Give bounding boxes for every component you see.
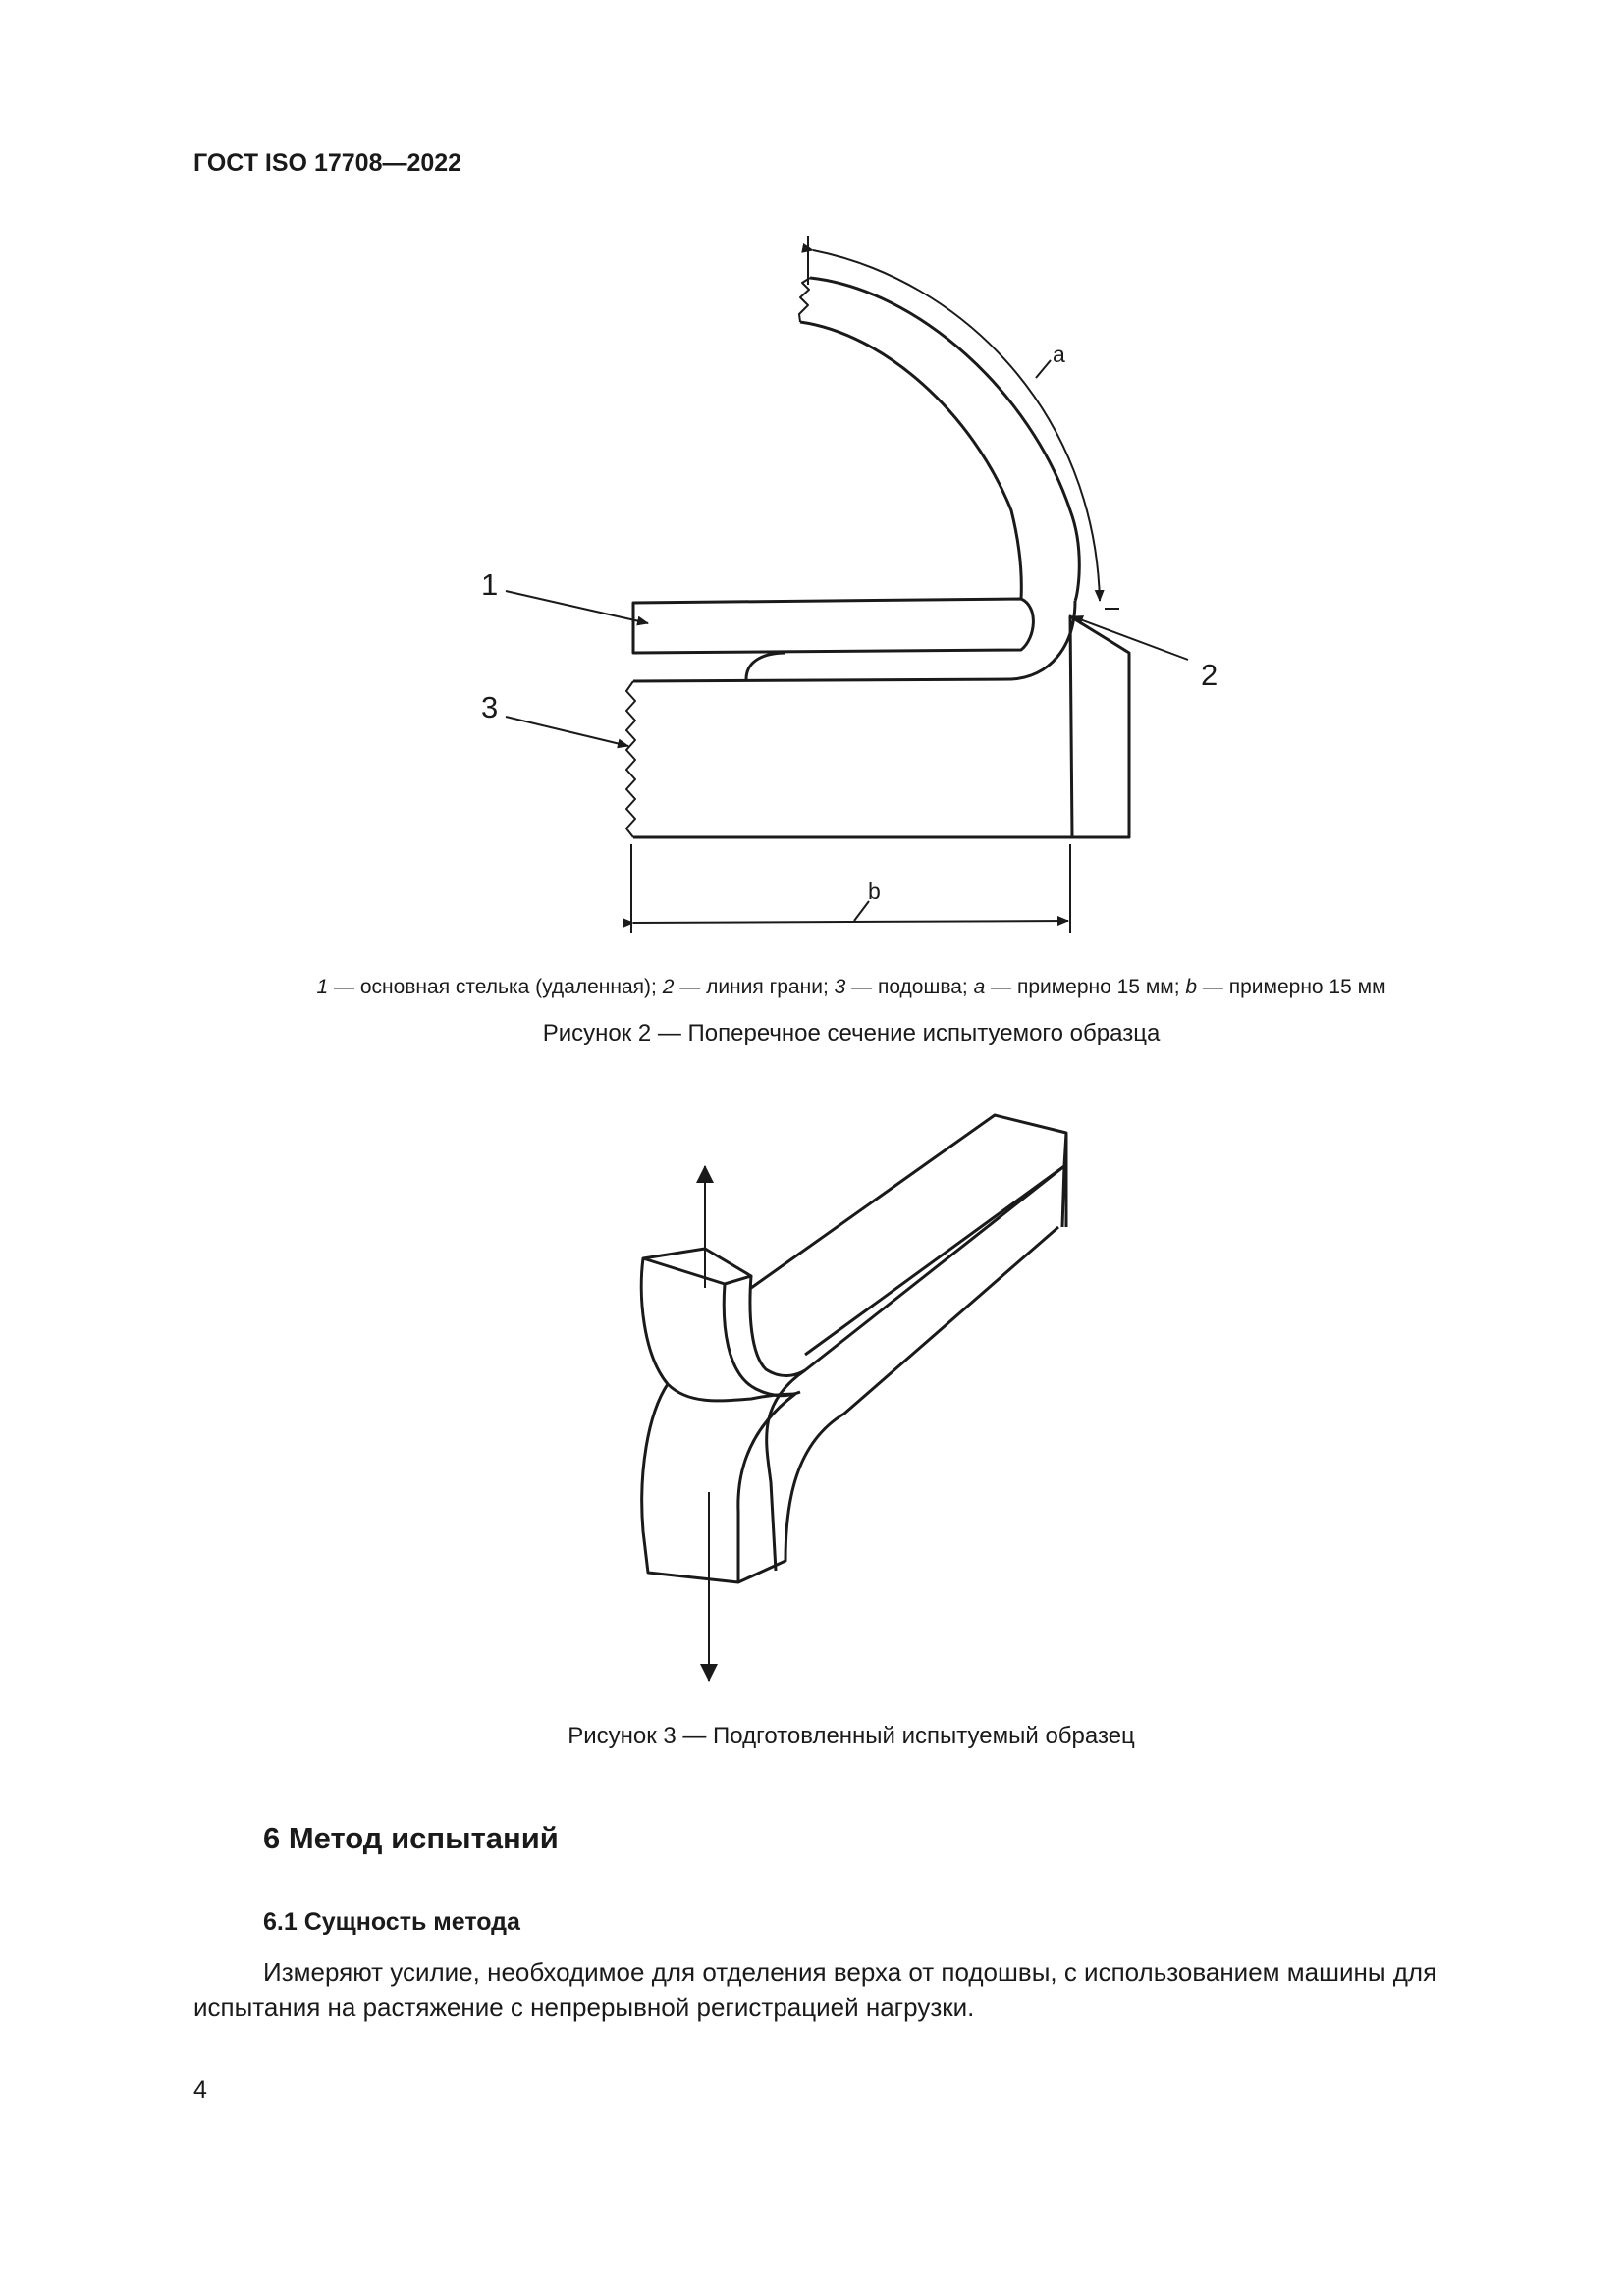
legend-key: 3 xyxy=(834,976,846,998)
legend-text: — линия грани; xyxy=(674,976,835,998)
specimen-upper-strip xyxy=(751,1115,1066,1355)
legend-text: — подошва; xyxy=(845,976,974,998)
section-6-title: 6 Метод испытаний xyxy=(263,1821,559,1855)
callout-2: 2 xyxy=(1201,658,1218,692)
body-paragraph: Измеряют усилие, необходимое для отделения верха от подошвы, с использованием машины для испытания на растяжение с непрерывной регистрацией нагрузки. xyxy=(193,1957,1437,2022)
legend-key: 2 xyxy=(662,976,675,998)
page-number: 4 xyxy=(193,2076,207,2104)
legend-key: b xyxy=(1185,976,1198,998)
legend-key: 1 xyxy=(316,976,329,998)
subsection-6-1-title: 6.1 Сущность метода xyxy=(263,1908,520,1936)
legend-key: a xyxy=(973,976,986,998)
legend-text: — примерно 15 мм xyxy=(1197,976,1386,998)
dimension-b-label: b xyxy=(868,879,881,904)
callout-1: 1 xyxy=(481,567,499,602)
figure-3-caption: Рисунок 3 — Подготовленный испытуемый образец xyxy=(568,1723,1135,1749)
document-header: ГОСТ ISO 17708—2022 xyxy=(193,149,462,177)
dimension-a-label: a xyxy=(1053,342,1065,367)
legend-text: — примерно 15 мм; xyxy=(985,976,1186,998)
legend-text: — основная стелька (удаленная); xyxy=(328,976,663,998)
figure-2-caption: Рисунок 2 — Поперечное сечение испытуемого образца xyxy=(542,1020,1161,1046)
callout-3: 3 xyxy=(481,690,499,724)
